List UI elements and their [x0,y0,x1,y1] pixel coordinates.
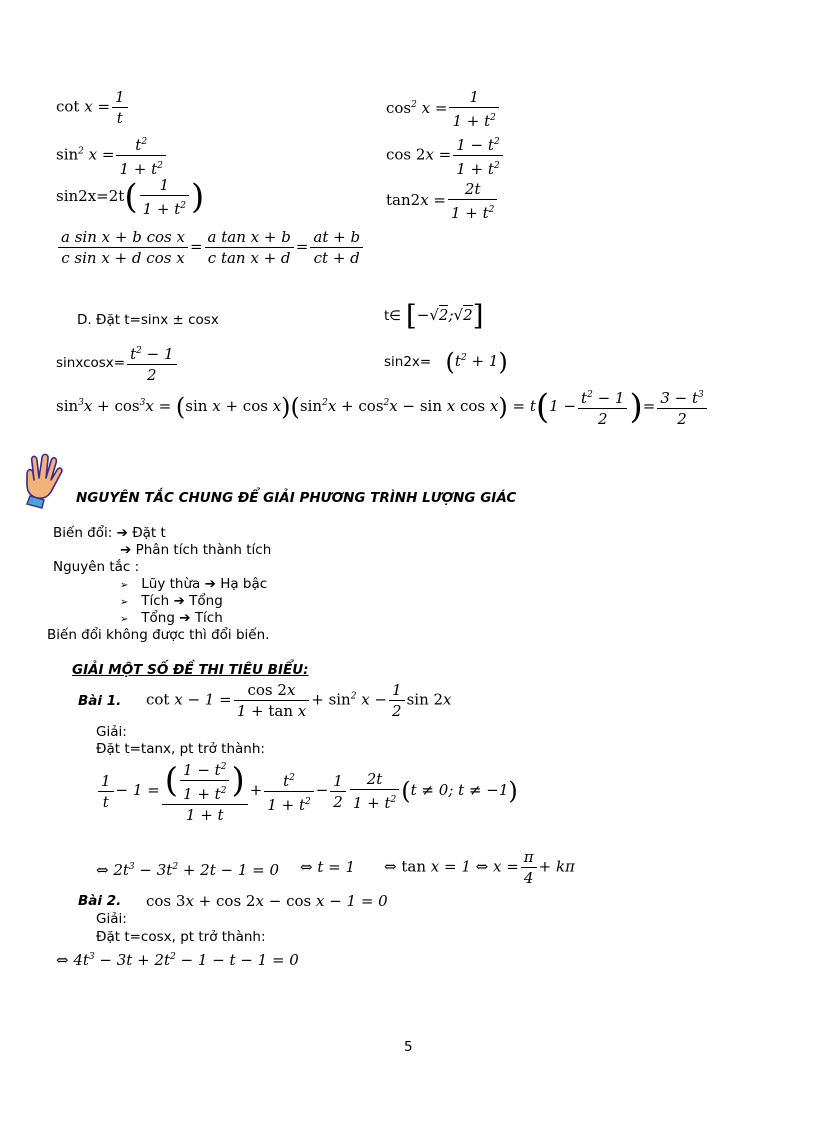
bai1-result-3: ⇔ tan x = 1 ⇔ x = $\frac{\pi}{4}$ + kπ [384,848,575,887]
section-d-label: D. Đặt t=sinx ± cosx [77,312,219,328]
formula-sin2x-d: sin2x= $(t^2 + 1)$ [384,348,508,376]
formula-cos-2x: cos 2x = $\frac{1 - t^2}{1 + t^2}$ [386,133,505,178]
triangle-bullet-icon: ➢ [120,597,129,608]
rule-to: Hạ bậc [220,576,268,592]
formula-ratio: $\frac{\text{a sin x + b cos x}}{\text{c sin x + d cos x}}$ = $\frac{\text{a tan x + b}}{\text{c tan x + d}}$ = $\frac{at + b}{ct + d}$ [56,228,365,267]
principles-note: Biến đổi không được thì đổi biến. [47,627,270,643]
rule-from: Tổng [141,610,175,626]
formula-sum-of-cubes: $\sin^3x + \cos^3x = (\sin$ $x + \cos x)(\sin^2x + \cos^2x - \sin x$ cos x) = t(1 − $\frac{t^2 - 1}{2}$ )= $\frac{3 - t^3}{2}$ [56,386,709,428]
rule-to: Tích [194,610,223,626]
principles-title: NGUYÊN TẮC CHUNG ĐỂ GIẢI PHƯƠNG TRÌNH LƯỢNG GIÁC [76,490,517,506]
rule-from: Lũy thừa [141,576,201,592]
formula-sinxcosx: sinxcosx= $\frac{t^2 - 1}{2}$ [56,342,179,384]
bien-doi-item-1: Đặt t [132,525,166,541]
bai2-giai: Giải: [96,911,127,927]
triangle-bullet-icon: ➢ [120,614,129,625]
right-arrow-icon: ➔ [179,610,191,626]
right-arrow-icon: ➔ [204,576,216,592]
formula-cos-squared: $\cos^2 x$ = $\frac{1}{1 + t^2}$ [386,88,501,130]
bai2-equation: cos 3x + cos 2x − cos x − 1 = 0 [146,892,388,910]
bien-doi-item-2: Phân tích thành tích [135,542,272,558]
bai1-result-2: ⇔ t = 1 [300,858,356,876]
formula-cot: cot x = $\frac{1}{t}$ [56,88,130,127]
bai1-giai: Giải: [96,724,127,740]
bai2-dat: Đặt t=cosx, pt trở thành: [96,929,266,945]
rule-to: Tổng [189,593,223,609]
exams-title: GIẢI MỘT SỐ ĐỀ THI TIÊU BIỂU: [72,662,309,678]
formula-sin-2x: sin2x=2t( $\frac{1}{1 + t^2}$ ) [56,176,205,218]
right-arrow-icon: ➔ [173,593,185,609]
bai1-dat: Đặt t=tanx, pt trở thành: [96,741,265,757]
bai1-substituted: $\frac{1}{t}$ − 1 = ( $\frac{1 - t^2}{1 + t^2}$ ) 1 + t + $\frac{t^2}{1 + t^2}$ − $\frac{1}{2}$ $\frac{2t}{1 + t^2}$ (t ≠ 0; t ≠ −1) [96,758,518,824]
right-arrow-icon: ➔ [120,542,132,558]
rule-item [120,576,267,594]
bien-doi-row-1 [53,525,166,542]
rule-from: Tích [141,593,170,609]
right-arrow-icon: ➔ [116,525,128,541]
bai1-result-1: ⇔ $2t^3 - 3t^2 + 2t - 1 = 0$ [96,861,280,879]
bai1-equation: cot x − 1 = $\frac{\cos 2x}{\text{1 + tan x}}$ + $\sin^2 x$ − $\frac{1}{2}$ sin 2x [146,681,452,720]
bai2-result: ⇔ $4t^3 - 3t + 2t^2 - 1 - t - 1 = 0$ [56,951,299,969]
bien-doi-label: Biến đổi: [53,525,113,541]
nguyen-tac-label: Nguyên tắc : [53,559,140,575]
rule-item [120,593,223,611]
hand-four-fingers-icon [18,452,70,512]
bai2-label: Bài 2. [78,893,122,909]
formula-tan-2x: tan2x = $\frac{2t}{1 + t^2}$ [386,180,499,222]
bien-doi-row-2 [120,542,271,559]
formula-sin-squared: $\sin^2 x$ = $\frac{t^2}{1 + t^2}$ [56,133,168,178]
page-number: 5 [404,1039,413,1055]
triangle-bullet-icon: ➢ [120,580,129,591]
rule-item [120,610,223,628]
formula-range: t∈ [−√2;√2] [384,299,484,332]
bai1-label: Bài 1. [78,693,122,709]
